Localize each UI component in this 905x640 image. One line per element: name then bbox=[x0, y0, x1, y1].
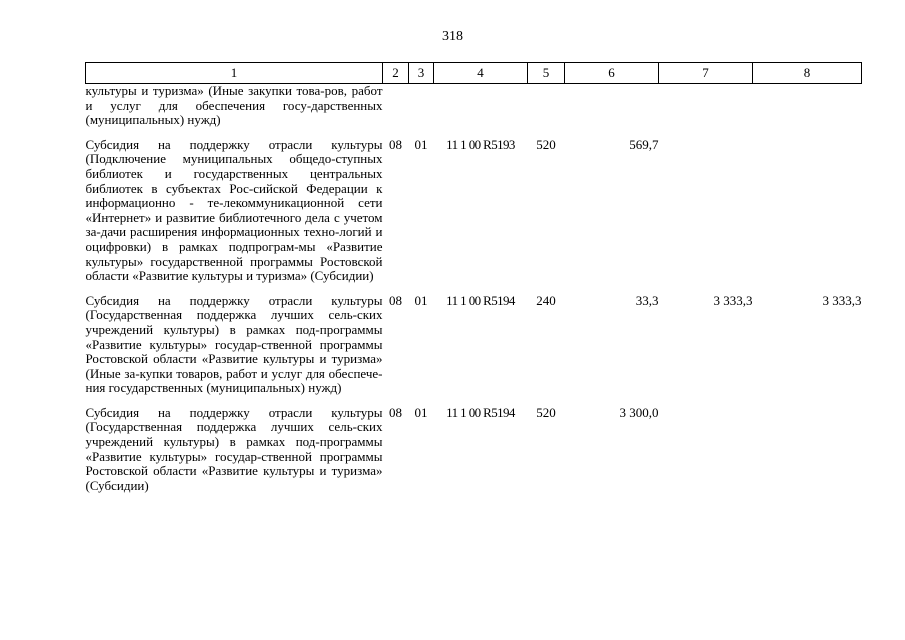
row-pr: 01 bbox=[414, 404, 428, 420]
header-col-1: 1 bbox=[86, 63, 383, 84]
table-row bbox=[86, 406, 862, 494]
row-csr bbox=[434, 84, 528, 138]
row-sum-3 bbox=[753, 406, 862, 494]
header-col-7: 7 bbox=[659, 63, 753, 84]
row-sum-2 bbox=[659, 406, 753, 494]
header-col-5: 5 bbox=[528, 63, 565, 84]
row-pr: 01 bbox=[414, 292, 428, 308]
header-col-6: 6 bbox=[565, 63, 659, 84]
row-description: Субсидия на поддержку отрасли культуры (Государственная поддержка лучших сель-ских учреждений культуры) в рамках под-программы «Развитие культуры» государ-ственной программы Ростовской области «Развитие культуры и туризма» (Иные за-купки товаров, работ и услуг для обеспече-ния государственных (муниципальных) нужд) bbox=[85, 292, 383, 396]
row-description: Субсидия на поддержку отрасли культуры (Государственная поддержка лучших сель-ских учреждений культуры) в рамках под-программы «Развитие культуры» государ-ственной программы Ростовской области «Развитие культуры и туризма» (Субсидии) bbox=[85, 404, 383, 493]
row-sum-1: 569,7 bbox=[629, 136, 659, 152]
table-body bbox=[86, 84, 862, 494]
row-pr: 01 bbox=[414, 136, 428, 152]
row-rz bbox=[383, 84, 409, 138]
budget-table bbox=[85, 62, 862, 493]
row-vr: 240 bbox=[536, 292, 556, 308]
header-col-4: 4 bbox=[434, 63, 528, 84]
row-sum-3 bbox=[753, 138, 862, 294]
row-description: культуры и туризма» (Иные закупки това-ров, работ и услуг для обеспечения госу-дарственных (муниципальных) нужд) bbox=[85, 83, 383, 128]
header-col-2: 2 bbox=[383, 63, 409, 84]
row-sum-2 bbox=[659, 84, 753, 138]
row-sum-3 bbox=[753, 84, 862, 138]
page-number: 318 bbox=[442, 29, 463, 44]
row-rz: 08 bbox=[389, 292, 402, 308]
row-vr bbox=[528, 84, 565, 138]
table-row bbox=[86, 84, 862, 138]
row-csr: 11 1 00 R5194 bbox=[446, 292, 515, 308]
header-col-3: 3 bbox=[409, 63, 434, 84]
table-row bbox=[86, 294, 862, 406]
header-col-8: 8 bbox=[753, 63, 862, 84]
row-sum-3: 3 333,3 bbox=[822, 292, 862, 308]
row-sum-1: 3 300,0 bbox=[619, 404, 659, 420]
row-csr: 11 1 00 R5193 bbox=[446, 136, 515, 152]
header-row bbox=[86, 63, 862, 84]
row-rz: 08 bbox=[389, 136, 402, 152]
row-sum-1 bbox=[565, 84, 659, 138]
row-vr: 520 bbox=[536, 136, 556, 152]
row-vr: 520 bbox=[536, 404, 556, 420]
table-header bbox=[86, 63, 862, 84]
table-row bbox=[86, 138, 862, 294]
row-rz: 08 bbox=[389, 404, 402, 420]
row-pr bbox=[409, 84, 434, 138]
row-sum-2: 3 333,3 bbox=[713, 292, 753, 308]
row-description: Субсидия на поддержку отрасли культуры (Подключение муниципальных общедо-ступных библиотек и государственных центральных библиотек в субъектах Рос-сийской Федерации к информационно - те-лекоммуникационной сети «Интернет» и развитие библиотечного дела с учетом за-дачи расширения информационных техно-логий и оцифровки) в рамках подпрограм-мы «Развитие культуры» государственной программы Ростовской области «Развитие культуры и туризма» (Субсидии) bbox=[85, 136, 383, 284]
row-sum-1: 33,3 bbox=[635, 292, 659, 308]
row-sum-2 bbox=[659, 138, 753, 294]
row-csr: 11 1 00 R5194 bbox=[446, 404, 515, 420]
